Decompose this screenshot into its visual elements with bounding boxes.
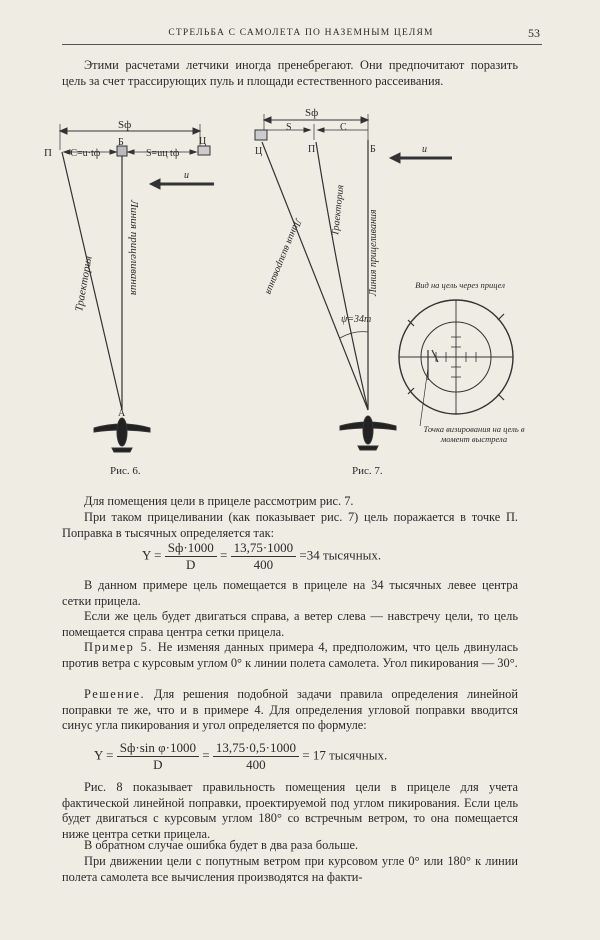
paragraph-3: В данном примере цель помещается в прицеле на 34 тысячных левее центра сетки прицела.: [62, 578, 518, 608]
fig6-label-ts: Ц: [199, 136, 207, 147]
fig7-label-c: C: [340, 122, 347, 133]
formula-1-fraction-a: [165, 540, 217, 573]
figure-7-caption: Рис. 7.: [352, 465, 383, 477]
formula-1: [142, 540, 381, 573]
fig6-label-a: А: [118, 408, 126, 419]
fig7-label-angle: ψ=34т: [341, 314, 372, 325]
fig6-label-sph: Sф: [118, 119, 132, 131]
fig7-label-b: Б: [370, 144, 376, 155]
sight-note: Точка визирования на цель в момент выстрела: [423, 424, 525, 444]
figure-6-caption: Рис. 6.: [110, 465, 141, 477]
formula-1-result: =34 тысячных.: [299, 547, 382, 563]
solution-label: Решение.: [84, 687, 146, 701]
paragraph-6: [62, 687, 518, 734]
running-head: СТРЕЛЬБА С САМОЛЕТА ПО НАЗЕМНЫМ ЦЕЛЯМ: [168, 28, 434, 38]
formula-1-lhs: Y =: [142, 547, 162, 563]
paragraph-5: [62, 640, 518, 671]
paragraph-1: Для помещения цели в прицеле рассмотрим рис. 7.: [84, 494, 354, 508]
formula-2-denominator-a: D: [153, 757, 163, 772]
fig6-label-aim-line: Линия прицеливания: [128, 200, 140, 296]
formula-2-result: = 17 тысячных.: [302, 747, 388, 763]
paragraph-9: При движении цели с попутным ветром при курсовом угле 0° или 180° к линии полета самолета все вычисления производятся на факти-: [62, 854, 518, 884]
fig7-label-aim-line: Линия прицеливания: [368, 209, 379, 296]
fig7-label-target-line: Линия визирования: [262, 216, 304, 297]
paragraph-8: В обратном случае ошибка будет в два раза больше.: [84, 838, 359, 852]
formula-1-equals: =: [219, 547, 228, 563]
paragraph-4: Если же цель будет двигаться справа, а ветер слева — навстречу цели, то цель помещается справа центра сетки прицела.: [62, 609, 518, 639]
fig6-label-s: S=uц tф: [146, 148, 180, 159]
sight-title: Вид на цель через прицел: [415, 280, 505, 290]
example-5-text: Не изменяя данных примера 4, предположим, что цель двинулась против ветра с курсовым углом 0° к линии полета самолета. Угол пикирования — 30°.: [62, 640, 518, 670]
fig6-label-c: -С=u·tф: [67, 148, 101, 159]
fig6-label-b: Б: [118, 137, 124, 148]
intro-paragraph: Этими расчетами летчики иногда пренебрегают. Они предпочитают поразить цель за счет трассирующих пуль и площади естественного рассеивания.: [62, 58, 518, 88]
formula-1-numerator-b: 13,75·1000: [231, 540, 297, 557]
paragraph-2: При таком прицеливании (как показывает рис. 7) цель поражается в точке П. Поправка в тысячных определяется так:: [62, 510, 518, 540]
formula-2-equals: =: [202, 747, 210, 763]
paragraph-7: Рис. 8 показывает правильность помещения цели в прицеле для учета фактической линейной поправки, проектируемой под углом пикирования. Если цель будет двигаться с курсовым углом 180° со встречным ветром, то она помещается ниже центра сетки прицела.: [62, 780, 518, 841]
fig7-label-ts: Ц: [255, 146, 263, 157]
fig7-label-trajectory: Траектория: [330, 184, 347, 237]
formula-1-numerator-a: Sф·1000: [165, 540, 217, 557]
formula-1-denominator-a: D: [186, 557, 196, 572]
formula-1-denominator-b: 400: [253, 557, 274, 572]
example-5-label: Пример 5.: [84, 640, 153, 654]
formula-2-fraction-b: [213, 740, 299, 773]
formula-2-lhs: Y =: [94, 747, 114, 763]
fig7-label-u: u: [422, 144, 427, 155]
formula-2-denominator-b: 400: [246, 757, 266, 772]
fig6-label-trajectory: Траектория: [73, 254, 95, 313]
solution-text: Для решения подобной задачи правила определения линейной поправки те же, что и в примере 4. Для определения угловой поправки вводится синус угла пикирования и угол определяется по формуле:: [62, 687, 518, 733]
fig6-label-u: u: [184, 170, 189, 181]
fig7-label-s: S: [286, 122, 292, 133]
formula-2-fraction-a: [117, 740, 199, 773]
formula-1-fraction-b: [231, 540, 297, 573]
fig7-label-p: П: [308, 144, 316, 155]
formula-2: [94, 740, 387, 773]
fig7-label-sph: Sф: [305, 107, 319, 119]
formula-2-numerator-b: 13,75·0,5·1000: [213, 740, 299, 757]
page-number: 53: [528, 26, 540, 40]
fig6-label-p: П: [44, 147, 52, 159]
formula-2-numerator-a: Sф·sin φ·1000: [117, 740, 199, 757]
